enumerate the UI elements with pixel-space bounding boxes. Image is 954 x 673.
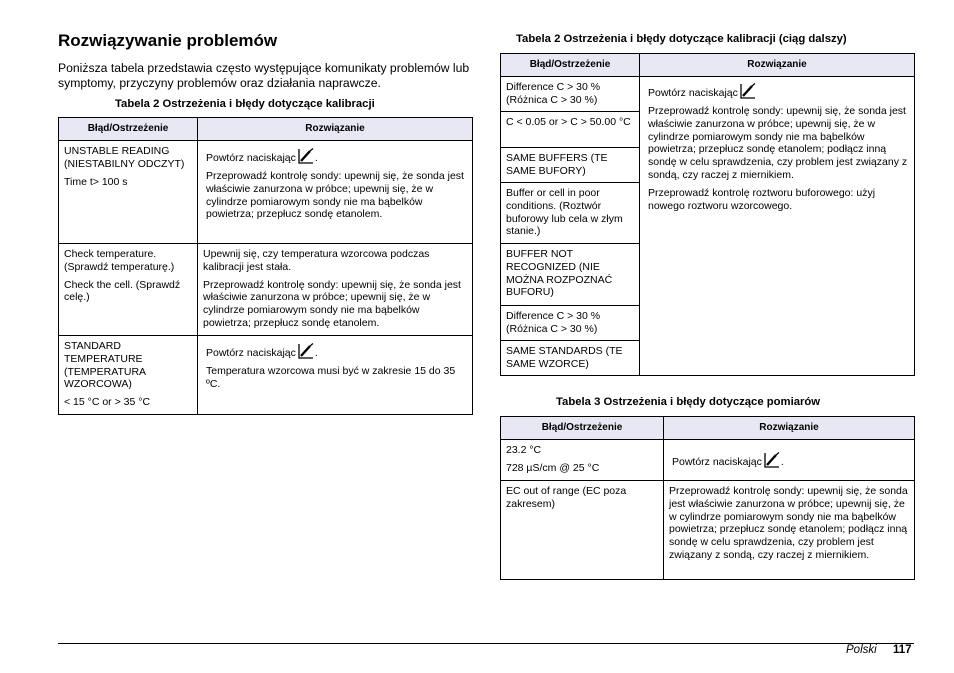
table2-header-error: Błąd/Ostrzeżenie — [59, 118, 198, 141]
pencil-check-icon — [297, 147, 315, 165]
table2-continued — [500, 53, 915, 376]
footer-language: Polski — [846, 644, 877, 656]
error-cell: Difference C > 30 % (Różnica C > 30 %) — [501, 306, 640, 341]
solution-cell: Przeprowadź kontrolę sondy: upewnij się, że sonda jest właściwie zanurzona w próbce; upewnij się, że w cylindrze pomiarowym sondy nie ma bąbelków powietrza; przepłucz sondę etanolem; podłącz inną sondę w celu sprawdzenia, czy problem jest związany z sondą, czy raczej z miernikiem. — [664, 481, 915, 580]
pencil-check-icon — [297, 342, 315, 360]
intro-text: Poniższa tabela przedstawia często występujące komunikaty problemów lub symptomy, przyczyny problemów oraz działania naprawcze. — [58, 61, 470, 90]
table2-header-solution: Rozwiązanie — [198, 118, 473, 141]
error-cell: Difference C > 30 % (Różnica C > 30 %) — [501, 77, 640, 112]
footer-divider — [58, 643, 914, 644]
table-row — [501, 440, 915, 481]
table3-caption: Tabela 3 Ostrzeżenia i błędy dotyczące pomiarów — [556, 396, 821, 408]
table3 — [500, 416, 915, 580]
error-cell: UNSTABLE READING (NIESTABILNY ODCZYT) Time t> 100 s — [59, 141, 198, 244]
solution-cell: Powtórz naciskając . Temperatura wzorcowa musi być w zakresie 15 do 35 ºC. — [198, 336, 473, 415]
error-cell: SAME BUFFERS (TE SAME BUFORY) — [501, 148, 640, 183]
error-cell: Buffer or cell in poor conditions. (Roztwór buforowy lub cela w złym stanie.) — [501, 183, 640, 244]
table2 — [58, 117, 473, 415]
table2-caption: Tabela 2 Ostrzeżenia i błędy dotyczące kalibracji — [115, 98, 375, 110]
table-row — [501, 481, 915, 580]
table3-header-solution: Rozwiązanie — [664, 417, 915, 440]
error-cell: 23.2 °C 728 µS/cm @ 25 °C — [501, 440, 664, 481]
error-cell: SAME STANDARDS (TE SAME WZORCE) — [501, 341, 640, 376]
solution-cell: Powtórz naciskając . — [664, 440, 915, 481]
error-cell: Check temperature. (Sprawdź temperaturę.) Check the cell. (Sprawdź celę.) — [59, 244, 198, 336]
pencil-check-icon — [739, 82, 757, 100]
table2cont-caption: Tabela 2 Ostrzeżenia i błędy dotyczące kalibracji (ciąg dalszy) — [516, 33, 847, 45]
error-cell: STANDARD TEMPERATURE (TEMPERATURA WZORCOWA) < 15 °C or > 35 °C — [59, 336, 198, 415]
error-cell: C < 0.05 or > C > 50.00 °C — [501, 112, 640, 148]
error-cell: BUFFER NOT RECOGNIZED (NIE MOŻNA ROZPOZNAĆ BUFORU) — [501, 244, 640, 306]
table-row — [59, 336, 473, 415]
table2cont-header-error: Błąd/Ostrzeżenie — [501, 54, 640, 77]
page-number: 117 — [893, 644, 912, 656]
page-title: Rozwiązywanie problemów — [58, 31, 278, 50]
solution-cell: Upewnij się, czy temperatura wzorcowa podczas kalibracji jest stała. Przeprowadź kontrolę sondy: upewnij się, że sonda jest właściwie zanurzona w próbce; upewnij się, że w cylindrze pomiarowym sondy nie ma bąbelków powietrza; przepłucz sondę etanolem. — [198, 244, 473, 336]
error-cell: EC out of range (EC poza zakresem) — [501, 481, 664, 580]
table3-header-error: Błąd/Ostrzeżenie — [501, 417, 664, 440]
table-row — [59, 244, 473, 336]
solution-cell: Powtórz naciskając . Przeprowadź kontrolę sondy: upewnij się, że sonda jest właściwie zanurzona w próbce; upewnij się, że w cylindrze pomiarowym sondy nie ma bąbelków powietrza; przepłucz sondę etanolem. — [198, 141, 473, 244]
pencil-check-icon — [763, 451, 781, 469]
table-row — [501, 77, 915, 112]
solution-cell: Powtórz naciskając Przeprowadź kontrolę sondy: upewnij się, że sonda jest właściwie zanurzona w próbce; upewnij się, że w cylindrze pomiarowym sondy nie ma bąbelków powietrza; przepłucz sondę etanolem; podłącz inną sondę w celu sprawdzenia, czy problem jest związany z sondą, czy raczej z miernikiem. Przeprowadź kontrolę roztworu buforowego: użyj nowego roztworu wzorcowego. — [640, 77, 915, 376]
table-row — [59, 141, 473, 244]
table2cont-header-solution: Rozwiązanie — [640, 54, 915, 77]
